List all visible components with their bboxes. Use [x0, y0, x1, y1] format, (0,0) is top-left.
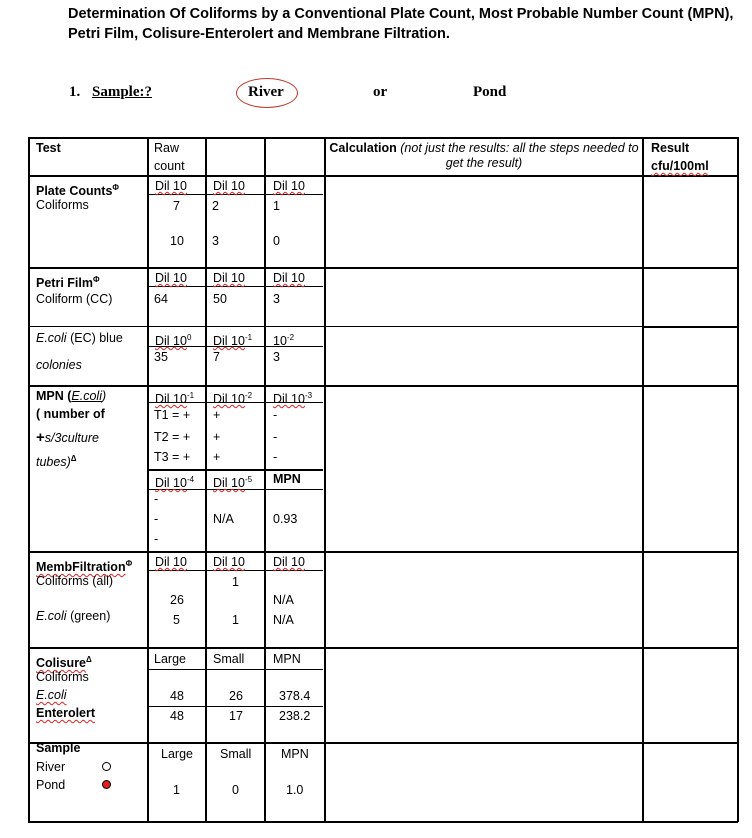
mpn-dil-2-text: Dil 10 — [213, 392, 245, 407]
colisure-title-text: Colisure — [36, 656, 87, 671]
colisure-sup: Δ — [86, 655, 92, 664]
mpn-dil-1 — [155, 388, 194, 407]
mpn-t2-c1: T2 = + — [154, 430, 191, 444]
mpn-exp-3: -3 — [304, 391, 313, 400]
memb-dil-2: Dil 10 — [213, 555, 245, 569]
sample-river: River — [248, 84, 284, 100]
mpn-dash-2: - — [154, 512, 159, 526]
mpn-na: N/A — [213, 512, 234, 526]
colisure-hdr-mpn: MPN — [273, 652, 301, 666]
plate-dil-3: Dil 10 — [273, 179, 305, 193]
mpn-exp-4: -4 — [186, 475, 195, 484]
memb-title-text: MembFiltration — [36, 560, 126, 575]
ecoli-r1-c1: 35 — [154, 350, 168, 364]
document-title — [68, 4, 748, 44]
memb-r1-c1: 26 — [170, 593, 184, 607]
memb-title — [36, 556, 132, 575]
petri-sub: Coliform (CC) — [36, 292, 113, 306]
memb-r1-c3: N/A — [273, 593, 294, 607]
mpn-t2-c2: + — [213, 430, 221, 444]
ecoli-exp-3: -2 — [286, 333, 295, 342]
header-calc-bold: Calculation — [329, 141, 397, 155]
colisure-r1-c1: 48 — [170, 689, 184, 703]
header-raw: Raw — [154, 141, 180, 155]
memb-dil-1: Dil 10 — [155, 555, 187, 569]
mpn-exp-1: -1 — [186, 391, 195, 400]
mpn-exp-5: -5 — [244, 475, 253, 484]
ecoli-r1-c3: 3 — [273, 350, 280, 364]
ecoli-dil-1 — [155, 330, 191, 349]
colisure-enterolert — [36, 706, 95, 721]
document-title-text: Determination Of Coliforms by a Conventional Plate Count, Most Probable Number Count (MPN), Petri Film, Colisure-Enterolert and Membrane Filtration. — [68, 6, 734, 42]
mpn-dil-3-text: Dil 10 — [273, 392, 305, 407]
mpn-culture: s/3culture — [44, 431, 99, 445]
colisure-r1-c3: 378.4 — [279, 689, 311, 703]
ecoli-r1-c2: 7 — [213, 350, 220, 364]
plate-r2-c3: 0 — [273, 234, 280, 248]
ecoli-dil-3-text: 10 — [273, 334, 287, 349]
colisure-coliforms: Coliforms — [36, 670, 89, 684]
header-result-unit — [651, 159, 709, 174]
mpn-sup: Δ — [70, 454, 77, 463]
plate-r1-c3: 1 — [273, 199, 280, 213]
petri-dil-1: Dil 10 — [155, 271, 187, 285]
mpn-dil-4 — [155, 472, 194, 491]
mpn-exp-2: -2 — [244, 391, 253, 400]
petri-sup: Φ — [92, 275, 100, 284]
mpn-dil-3 — [273, 388, 312, 407]
sample-hdr-mpn: MPN — [281, 747, 309, 761]
plate-sub: Coliforms — [36, 198, 89, 212]
memb-r2-c2: 1 — [232, 613, 239, 627]
ecoli-dil-3 — [273, 330, 294, 349]
mpn-dil-5-text: Dil 10 — [213, 476, 245, 491]
mpn-line2: ( number of — [36, 407, 105, 421]
petri-r1-c1: 64 — [154, 292, 168, 306]
sample-pond: Pond — [473, 84, 507, 100]
mpn-title-c: ) — [102, 389, 107, 403]
petri-dil-3: Dil 10 — [273, 271, 305, 285]
ecoli-exp-1: 0 — [186, 333, 192, 342]
ecoli-dil-2-text: Dil 10 — [213, 334, 245, 349]
ecoli-label — [36, 331, 123, 346]
ecoli-dil-2 — [213, 330, 252, 349]
plate-title-text: Plate Counts — [36, 184, 113, 199]
mpn-dash-1: - — [154, 492, 159, 506]
sample-r1-c3: 1.0 — [286, 783, 304, 797]
mpn-plus: + — [36, 429, 45, 446]
colisure-r2-c1: 48 — [170, 709, 184, 723]
header-test: Test — [36, 141, 61, 155]
petri-title-text: Petri Film — [36, 276, 93, 291]
header-calc-italic: (not just the results: all the steps needed to get the result) — [400, 141, 639, 170]
mpn-title-a: MPN ( — [36, 389, 72, 403]
mpn-t1-c2: + — [213, 408, 221, 422]
plate-r2-c2: 3 — [212, 234, 219, 248]
colisure-title — [36, 652, 92, 671]
ecoli-label-ec: (EC) blue — [70, 331, 123, 345]
plate-title — [36, 180, 119, 199]
mpn-dash-3: - — [154, 532, 159, 546]
colisure-ecoli-text: E.coli — [36, 688, 67, 702]
mpn-value: 0.93 — [273, 512, 298, 526]
header-calculation — [326, 141, 642, 171]
mpn-line4 — [36, 451, 77, 470]
sample-or: or — [373, 84, 388, 100]
petri-title — [36, 272, 100, 291]
memb-r2-c3: N/A — [273, 613, 294, 627]
sample-number: 1. — [69, 84, 81, 100]
mpn-t3-c1: T3 = + — [154, 450, 191, 464]
sample-r1-c2: 0 — [232, 783, 239, 797]
memb-sub1: Coliforms (all) — [36, 574, 114, 588]
header-result-unit-text: cfu/100ml — [651, 159, 709, 173]
colisure-hdr-large: Large — [154, 652, 186, 666]
mpn-dil-2 — [213, 388, 252, 407]
mpn-title-ecoli: E.coli — [71, 389, 102, 403]
memb-r0-c2: 1 — [232, 575, 239, 589]
mpn-t3-c3: - — [273, 450, 278, 464]
sample-legend-pond: Pond — [36, 778, 66, 792]
memb-dil-3: Dil 10 — [273, 555, 305, 569]
ecoli-label-name: E.coli — [36, 331, 67, 345]
mpn-t1-c3: - — [273, 408, 278, 422]
sample-hdr-large: Large — [161, 747, 193, 761]
memb-sub2 — [36, 609, 110, 624]
mpn-dil-5 — [213, 472, 252, 491]
plate-sup: Φ — [112, 183, 119, 192]
plate-r1-c2: 2 — [212, 199, 219, 213]
mpn-t3-c2: + — [213, 450, 221, 464]
memb-sub2-ecoli: E.coli — [36, 609, 67, 623]
mpn-title — [36, 389, 106, 404]
mpn-tubes: tubes) — [36, 455, 71, 470]
memb-sub2-green: (green) — [70, 609, 111, 623]
colisure-r2-c3: 238.2 — [279, 709, 311, 723]
petri-r1-c2: 50 — [213, 292, 227, 306]
mpn-t1-c1: T1 = + — [154, 408, 191, 422]
mpn-dil-1-text: Dil 10 — [155, 392, 187, 407]
ecoli-exp-2: -1 — [244, 333, 253, 342]
ecoli-dil-1-text: Dil 10 — [155, 334, 187, 349]
plate-r2-c1: 10 — [170, 234, 184, 248]
pond-filled-circle-icon — [102, 780, 111, 789]
mpn-line3 — [36, 430, 99, 446]
sample-legend-river: River — [36, 760, 66, 774]
mpn-dil-4-text: Dil 10 — [155, 476, 187, 491]
mpn-mpn-header: MPN — [273, 472, 301, 486]
sample-hdr-small: Small — [220, 747, 252, 761]
ecoli-label-colonies: colonies — [36, 358, 82, 372]
memb-r2-c1: 5 — [173, 613, 180, 627]
plate-r1-c1: 7 — [173, 199, 180, 213]
sample-legend-title: Sample — [36, 741, 81, 755]
colisure-r1-c2: 26 — [229, 689, 243, 703]
colisure-hdr-small: Small — [213, 652, 245, 666]
petri-r1-c3: 3 — [273, 292, 280, 306]
river-empty-circle-icon — [102, 762, 111, 771]
header-count: count — [154, 159, 185, 173]
colisure-r2-c2: 17 — [229, 709, 243, 723]
plate-dil-1: Dil 10 — [155, 179, 187, 193]
plate-dil-2: Dil 10 — [213, 179, 245, 193]
mpn-t2-c3: - — [273, 430, 278, 444]
colisure-ecoli — [36, 688, 67, 703]
sample-question: Sample:? — [92, 84, 152, 100]
sample-r1-c1: 1 — [173, 783, 180, 797]
memb-sup: Φ — [125, 559, 133, 568]
colisure-enterolert-text: Enterolert — [36, 706, 96, 720]
header-result: Result — [651, 141, 690, 155]
petri-dil-2: Dil 10 — [213, 271, 245, 285]
